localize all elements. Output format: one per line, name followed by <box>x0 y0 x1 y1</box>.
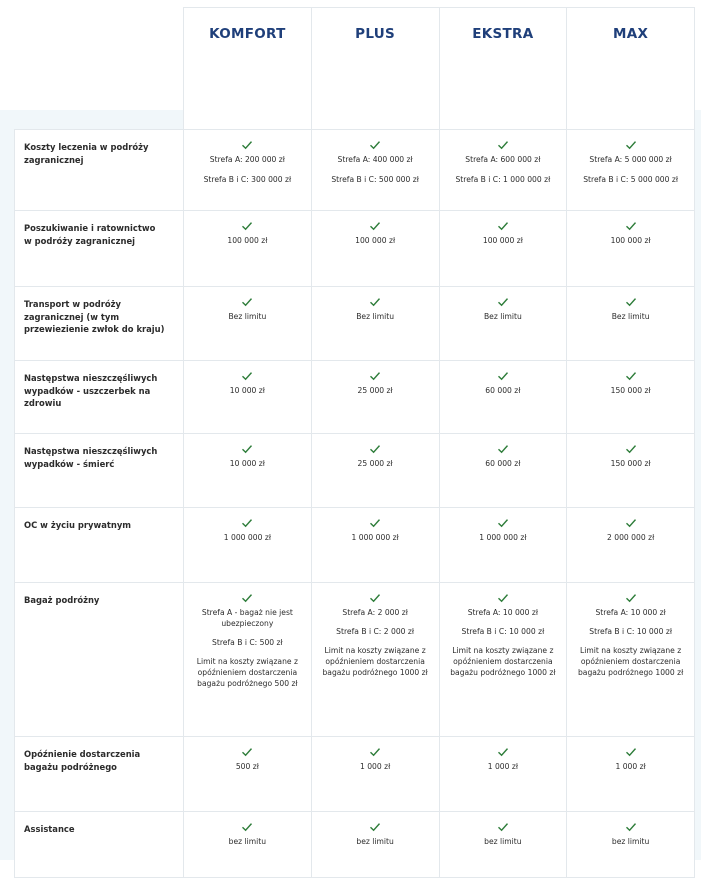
cell-value: Strefa B i C: 500 zł <box>212 638 283 647</box>
table-body <box>15 130 695 878</box>
cell-value: bez limitu <box>228 837 267 846</box>
cell-value: 1 000 zł <box>359 762 391 771</box>
cell-value: Strefa B i C: 5 000 000 zł <box>583 175 679 184</box>
checkmark-icon <box>241 592 253 604</box>
table-row <box>15 361 695 434</box>
checkmark-icon <box>369 139 381 151</box>
cell-value: 1 000 zł <box>615 762 646 771</box>
table-row <box>15 434 695 508</box>
table-cell <box>184 130 312 211</box>
table-row <box>15 583 695 737</box>
checkmark-icon <box>241 517 253 529</box>
cell-value: Bez limitu <box>356 312 395 321</box>
checkmark-icon <box>625 370 637 382</box>
table-cell <box>184 434 312 508</box>
table-row <box>15 812 695 878</box>
checkmark-icon <box>497 443 509 455</box>
cell-value: Strefa A: 10 000 zł <box>595 608 666 617</box>
cell-value: Strefa A: 400 000 zł <box>337 155 413 164</box>
checkmark-icon <box>625 296 637 308</box>
cell-value: Limit na koszty związane z opóźnieniem dostarczenia bagażu podróżnego 1000 zł <box>577 646 684 677</box>
cell-value: 10 000 zł <box>229 459 265 468</box>
table-cell <box>311 434 439 508</box>
row-label: Koszty leczenia w podróży zagranicznej <box>15 130 184 211</box>
checkmark-icon <box>625 443 637 455</box>
checkmark-icon <box>241 220 253 232</box>
cell-value: 100 000 zł <box>355 236 396 245</box>
table-row <box>15 130 695 211</box>
row-label: Bagaż podróżny <box>15 583 184 737</box>
table-cell <box>439 508 567 583</box>
plan-header-komfort: KOMFORT <box>184 8 312 130</box>
cell-value: Strefa B i C: 10 000 zł <box>589 627 672 636</box>
cell-value: 1 000 000 zł <box>223 533 271 542</box>
table-cell <box>567 361 695 434</box>
checkmark-icon <box>625 821 637 833</box>
checkmark-icon <box>369 443 381 455</box>
cell-value: 2 000 000 zł <box>607 533 655 542</box>
table-cell <box>184 287 312 361</box>
cell-value: Strefa B i C: 300 000 zł <box>203 175 292 184</box>
cell-value: Bez limitu <box>228 312 267 321</box>
checkmark-icon <box>369 517 381 529</box>
cell-value: 100 000 zł <box>610 236 651 245</box>
table-row <box>15 508 695 583</box>
cell-value: Strefa A: 200 000 zł <box>209 155 285 164</box>
header-corner <box>15 8 184 130</box>
table-cell <box>439 737 567 812</box>
cell-value: Strefa A: 600 000 zł <box>465 155 541 164</box>
table-cell <box>311 737 439 812</box>
checkmark-icon <box>369 746 381 758</box>
table-cell <box>311 287 439 361</box>
table-cell <box>567 508 695 583</box>
table-cell <box>439 287 567 361</box>
checkmark-icon <box>625 746 637 758</box>
table-cell <box>439 434 567 508</box>
cell-value: 60 000 zł <box>485 459 521 468</box>
table-cell <box>567 583 695 737</box>
row-label: Transport w podróży zagranicznej (w tym przewiezienie zwłok do kraju) <box>15 287 184 361</box>
cell-value: 25 000 zł <box>357 386 393 395</box>
row-label: Assistance <box>15 812 184 878</box>
checkmark-icon <box>241 746 253 758</box>
checkmark-icon <box>369 370 381 382</box>
checkmark-icon <box>369 220 381 232</box>
table-cell <box>311 583 439 737</box>
checkmark-icon <box>497 370 509 382</box>
checkmark-icon <box>497 220 509 232</box>
cell-value: 100 000 zł <box>227 236 268 245</box>
table-cell <box>184 361 312 434</box>
checkmark-icon <box>497 139 509 151</box>
row-label: OC w życiu prywatnym <box>15 508 184 583</box>
checkmark-icon <box>369 296 381 308</box>
table-cell <box>567 130 695 211</box>
cell-value: Strefa A: 2 000 zł <box>342 608 408 617</box>
cell-value: bez limitu <box>611 837 650 846</box>
checkmark-icon <box>625 517 637 529</box>
cell-value: Bez limitu <box>483 312 522 321</box>
plan-header-ekstra: EKSTRA <box>439 8 567 130</box>
row-label: Opóźnienie dostarczenia bagażu podróżnego <box>15 737 184 812</box>
cell-value: Limit na koszty związane z opóźnieniem dostarczenia bagażu podróżnego 500 zł <box>196 657 298 688</box>
checkmark-icon <box>241 370 253 382</box>
cell-value: 10 000 zł <box>229 386 265 395</box>
cell-value: Limit na koszty związane z opóźnieniem dostarczenia bagażu podróżnego 1000 zł <box>450 646 556 677</box>
table-cell <box>184 583 312 737</box>
cell-value: 100 000 zł <box>482 236 523 245</box>
comparison-table <box>14 7 695 878</box>
table-cell <box>311 361 439 434</box>
cell-value: 1 000 000 zł <box>479 533 527 542</box>
checkmark-icon <box>625 220 637 232</box>
cell-value: Strefa A: 10 000 zł <box>467 608 539 617</box>
row-label: Następstwa nieszczęśliwych wypadków - śmierć <box>15 434 184 508</box>
cell-value: Limit na koszty związane z opóźnieniem dostarczenia bagażu podróżnego 1000 zł <box>322 646 428 677</box>
table-cell <box>311 812 439 878</box>
cell-value: Strefa B i C: 2 000 zł <box>336 627 415 636</box>
table-cell <box>567 211 695 287</box>
row-label: Poszukiwanie i ratownictwo w podróży zagranicznej <box>15 211 184 287</box>
table-cell <box>567 737 695 812</box>
table-cell <box>439 361 567 434</box>
cell-value: 1 000 000 zł <box>351 533 399 542</box>
table-cell <box>311 508 439 583</box>
cell-value: Strefa B i C: 1 000 000 zł <box>455 175 551 184</box>
table-cell <box>439 812 567 878</box>
row-label: Następstwa nieszczęśliwych wypadków - uszczerbek na zdrowiu <box>15 361 184 434</box>
table-row <box>15 287 695 361</box>
cell-value: bez limitu <box>356 837 394 846</box>
table-row <box>15 737 695 812</box>
checkmark-icon <box>241 443 253 455</box>
table-cell <box>184 211 312 287</box>
cell-value: Strefa B i C: 500 000 zł <box>331 175 419 184</box>
plan-header-plus: PLUS <box>311 8 439 130</box>
table-cell <box>567 287 695 361</box>
table-cell <box>184 737 312 812</box>
cell-value: 25 000 zł <box>357 459 393 468</box>
checkmark-icon <box>241 296 253 308</box>
cell-value: Bez limitu <box>611 312 650 321</box>
checkmark-icon <box>369 592 381 604</box>
cell-value: 150 000 zł <box>610 386 651 395</box>
table-row <box>15 211 695 287</box>
cell-value: 60 000 zł <box>485 386 521 395</box>
checkmark-icon <box>241 139 253 151</box>
table-cell <box>567 434 695 508</box>
cell-value: Strefa A: 5 000 000 zł <box>589 155 672 164</box>
checkmark-icon <box>497 296 509 308</box>
table-cell <box>311 211 439 287</box>
checkmark-icon <box>497 746 509 758</box>
checkmark-icon <box>625 139 637 151</box>
plan-header-max: MAX <box>567 8 695 130</box>
checkmark-icon <box>497 592 509 604</box>
table-cell <box>567 812 695 878</box>
checkmark-icon <box>625 592 637 604</box>
table-cell <box>439 130 567 211</box>
cell-value: 150 000 zł <box>610 459 651 468</box>
table-cell <box>439 583 567 737</box>
checkmark-icon <box>497 821 509 833</box>
checkmark-icon <box>369 821 381 833</box>
cell-value: bez limitu <box>484 837 522 846</box>
cell-value: Strefa B i C: 10 000 zł <box>461 627 545 636</box>
checkmark-icon <box>497 517 509 529</box>
table-cell <box>311 130 439 211</box>
table-cell <box>184 508 312 583</box>
plan-header-row <box>15 8 695 130</box>
table-cell <box>184 812 312 878</box>
table-cell <box>439 211 567 287</box>
checkmark-icon <box>241 821 253 833</box>
cell-value: Strefa A - bagaż nie jest ubezpieczony <box>201 608 293 628</box>
cell-value: 500 zł <box>235 762 259 771</box>
cell-value: 1 000 zł <box>487 762 519 771</box>
